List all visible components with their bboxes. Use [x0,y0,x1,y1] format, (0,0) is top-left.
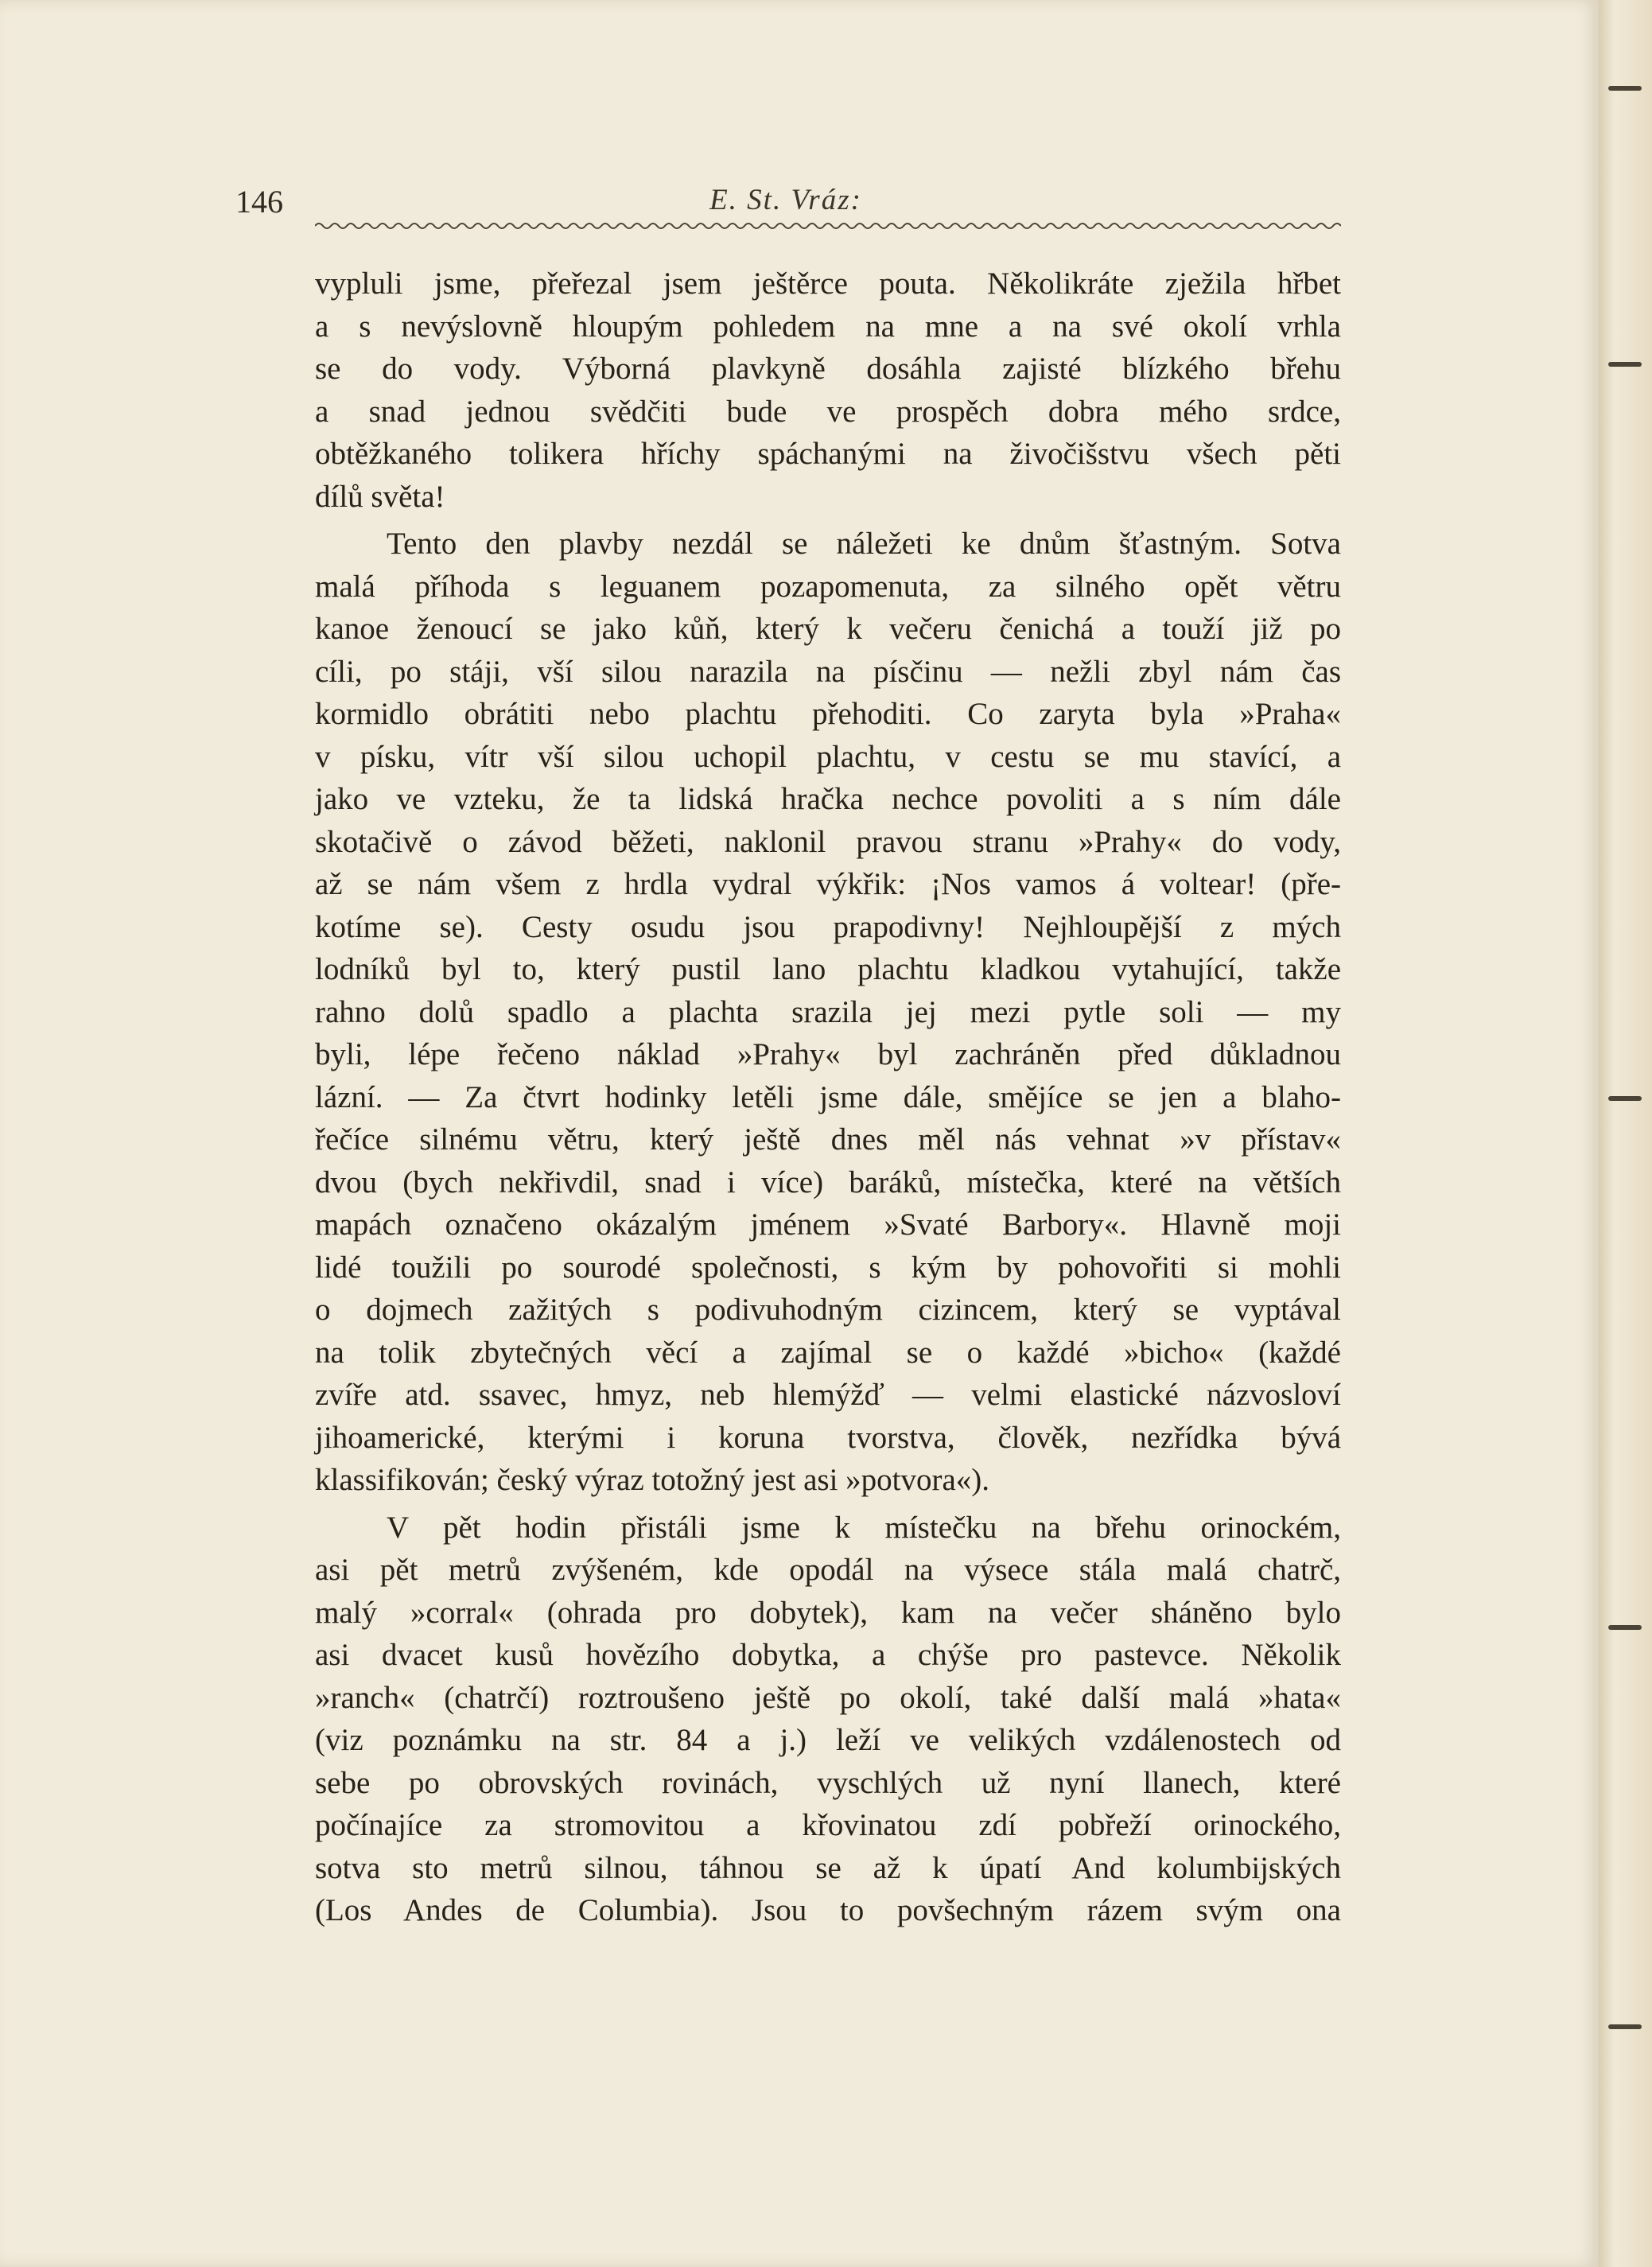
text-line: cíli, po stáji, vší silou narazila na písčinu — nežli zbyl nám čas [315,654,1341,689]
text-line: lodníků byl to, který pustil lano plachtu kladkou vytahující, takže [315,952,1341,986]
text-line: jako ve vzteku, že ta lidská hračka nechce povoliti a s ním dále [315,782,1341,816]
text-line: Tento den plavby nezdál se náležeti ke dnům šťastným. Sotva [387,527,1341,561]
text-line: na tolik zbytečných věcí a zajímal se o každé »bicho« (každé [315,1335,1341,1370]
text-line: (viz poznámku na str. 84 a j.) leží ve velikých vzdálenostech od [315,1723,1341,1757]
running-title: E. St. Vráz: [709,184,862,216]
text-line: sotva sto metrů silnou, táhnou se až k úpatí And kolumbijských [315,1850,1341,1885]
page-number: 146 [235,184,283,220]
text-line: a s nevýslovně hloupým pohledem na mne a na své okolí vrhla [315,309,1341,344]
text-line: počínajíce za stromovitou a křovinatou zdí pobřeží orinockého, [315,1808,1341,1842]
text-line: kotíme se). Cesty osudu jsou prapodivny! Nejhloupější z mých [315,909,1341,944]
text-line: řečíce silnému větru, který ještě dnes měl nás vehnat »v přístav« [315,1122,1341,1157]
text-line: »ranch« (chatrčí) roztroušeno ještě po okolí, také další malá »hata« [315,1680,1341,1715]
edge-mark [1608,1625,1642,1630]
wavy-rule-divider [315,220,1341,232]
edge-mark [1608,86,1642,91]
text-line: dílů světa! [315,479,445,514]
text-line: vypluli jsme, přeřezal jsem ještěrce pouta. Několikráte zježila hřbet [315,266,1341,301]
text-line: se do vody. Výborná plavkyně dosáhla zajisté blízkého břehu [315,352,1341,386]
text-line: obtěžkaného tolikera hříchy spáchanými na živočišstvu všech pěti [315,437,1341,471]
text-line: V pět hodin přistáli jsme k místečku na břehu orinockém, [387,1510,1341,1545]
page-edge [1599,0,1652,2267]
text-line: mapách označeno okázalým jménem »Svaté Barbory«. Hlavně moji [315,1207,1341,1242]
edge-mark [1608,2024,1642,2029]
text-line: sebe po obrovských rovinách, vyschlých už nyní llanech, které [315,1765,1341,1800]
text-line: (Los Andes de Columbia). Jsou to povšechným rázem svým ona [315,1893,1341,1927]
edge-mark [1608,1096,1642,1101]
text-line: v písku, vítr vší silou uchopil plachtu, v cestu se mu stavící, a [315,739,1341,774]
paragraph-3 [315,1507,1341,1932]
text-line: kanoe ženoucí se jako kůň, který k večeru čenichá a touží již po [315,612,1341,646]
text-line: byli, lépe řečeno náklad »Prahy« byl zachráněn před důkladnou [315,1037,1341,1071]
text-line: skotačivě o závod běžeti, naklonil pravou stranu »Prahy« do vody, [315,824,1341,859]
text-line: malý »corral« (ohrada pro dobytek), kam na večer sháněno bylo [315,1595,1341,1630]
text-line: malá příhoda s leguanem pozapomenuta, za silného opět větru [315,569,1341,604]
text-line: asi dvacet kusů hovězího dobytka, a chýše pro pastevce. Několik [315,1638,1341,1672]
text-line: rahno dolů spadlo a plachta srazila jej mezi pytle soli — my [315,994,1341,1029]
text-line: a snad jednou svědčiti bude ve prospěch dobra mého srdce, [315,394,1341,429]
text-line: klassifikován; český výraz totožný jest asi »potvora«). [315,1463,990,1497]
text-line: dvou (bych nekřivdil, snad i více) baráků, místečka, které na větších [315,1165,1341,1200]
body-text [315,262,1341,1937]
text-line: lidé toužili po sourodé společnosti, s kým by pohovořiti si mohli [315,1250,1341,1285]
text-line: zvíře atd. ssavec, hmyz, neb hlemýžď — velmi elastické názvosloví [315,1378,1341,1412]
text-line: o dojmech zažitých s podivuhodným cizincem, který se vyptával [315,1293,1341,1327]
text-line: lázní. — Za čtvrt hodinky letěli jsme dále, smějíce se jen a blaho- [315,1079,1341,1114]
paragraph-2 [315,523,1341,1502]
text-line: jihoamerické, kterými i koruna tvorstva, člověk, nezřídka bývá [315,1420,1341,1455]
text-line: až se nám všem z hrdla vydral výkřik: ¡Nos vamos á voltear! (pře- [315,867,1341,901]
paragraph-1 [315,262,1341,518]
text-line: kormidlo obrátiti nebo plachtu přehoditi. Co zaryta byla »Praha« [315,697,1341,731]
text-line: asi pět metrů zvýšeném, kde opodál na výsece stála malá chatrč, [315,1553,1341,1587]
edge-mark [1608,362,1642,367]
